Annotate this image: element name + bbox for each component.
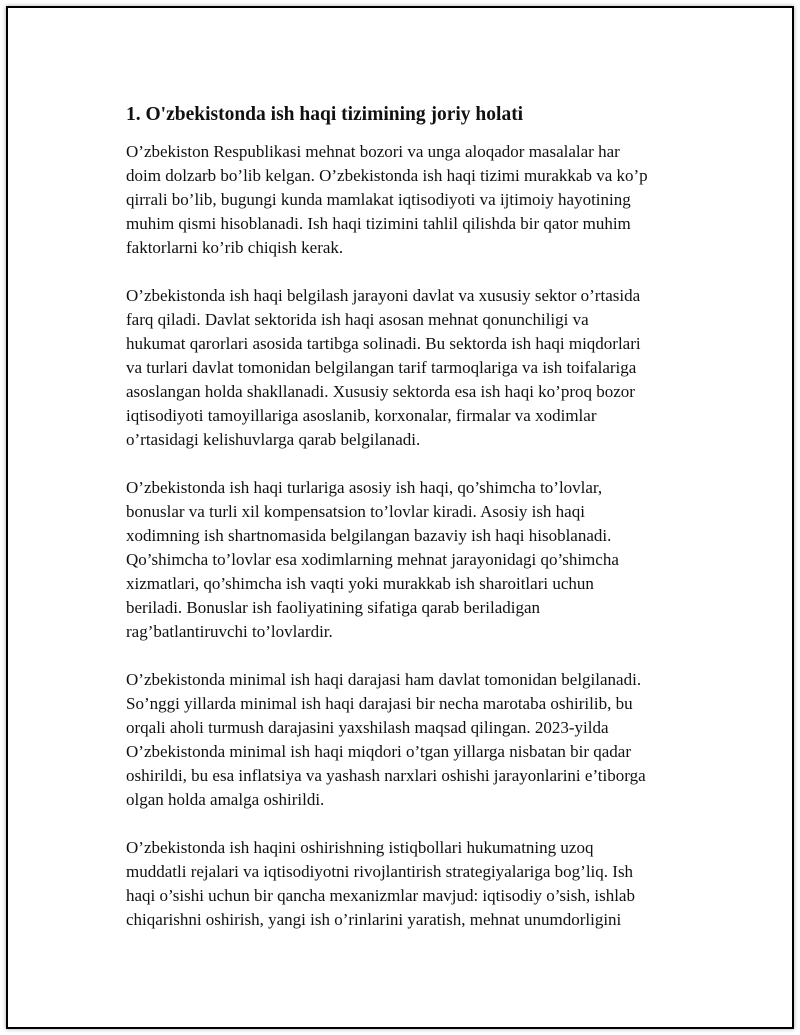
text-line: oshirildi, bu esa inflatsiya va yashash narxlari oshishi jarayonlarini e’tiborga bbox=[126, 766, 646, 785]
text-line: So’nggi yillarda minimal ish haqi darajasi bir necha marotaba oshirilib, bu bbox=[126, 694, 633, 713]
text-line: asoslangan holda shakllanadi. Xususiy sektorda esa ish haqi ko’proq bozor bbox=[126, 382, 635, 401]
section-heading: 1. O'zbekistonda ish haqi tizimining joriy holati bbox=[126, 104, 524, 125]
text-line: Qo’shimcha to’lovlar esa xodimlarning mehnat jarayonidagi qo’shimcha bbox=[126, 550, 619, 569]
paragraph-4 bbox=[126, 668, 696, 812]
text-line: O’zbekistonda ish haqini oshirishning istiqbollari hukumatning uzoq bbox=[126, 838, 594, 857]
text-line: orqali aholi turmush darajasini yaxshilash maqsad qilingan. 2023-yilda bbox=[126, 718, 609, 737]
text-line: o’rtasidagi kelishuvlarga qarab belgilanadi. bbox=[126, 430, 421, 449]
text-line: O’zbekistonda minimal ish haqi darajasi ham davlat tomonidan belgilanadi. bbox=[126, 670, 642, 689]
page bbox=[6, 6, 794, 1029]
paragraph-1 bbox=[126, 140, 696, 260]
text-line: iqtisodiyoti tamoyillariga asoslanib, korxonalar, firmalar va xodimlar bbox=[126, 406, 597, 425]
text-line: O’zbekistonda ish haqi turlariga asosiy ish haqi, qo’shimcha to’lovlar, bbox=[126, 478, 603, 497]
text-line: O’zbekistonda minimal ish haqi miqdori o’tgan yillarga nisbatan bir qadar bbox=[126, 742, 632, 761]
text-line: faktorlarni ko’rib chiqish kerak. bbox=[126, 238, 344, 257]
text-line: bonuslar va turli xil kompensatsion to’lovlar kiradi. Asosiy ish haqi bbox=[126, 502, 585, 521]
text-line: chiqarishni oshirish, yangi ish o’rinlarini yaratish, mehnat unumdorligini bbox=[126, 910, 622, 929]
paragraph-2 bbox=[126, 284, 696, 452]
text-line: xodimning ish shartnomasida belgilangan bazaviy ish haqi hisoblanadi. bbox=[126, 526, 612, 545]
text-line: va turlari davlat tomonidan belgilangan tarif tarmoqlariga va ish toifalariga bbox=[126, 358, 637, 377]
text-line: haqi o’sishi uchun bir qancha mexanizmlar mavjud: iqtisodiy o’sish, ishlab bbox=[126, 886, 635, 905]
paragraph-5 bbox=[126, 836, 696, 932]
text-line: rag’batlantiruvchi to’lovlardir. bbox=[126, 622, 333, 641]
text-line: muddatli rejalari va iqtisodiyotni rivojlantirish strategiyalariga bog’liq. Ish bbox=[126, 862, 634, 881]
text-line: O’zbekiston Respublikasi mehnat bozori va unga aloqador masalalar har bbox=[126, 142, 620, 161]
text-line: hukumat qarorlari asosida tartibga solinadi. Bu sektorda ish haqi miqdorlari bbox=[126, 334, 641, 353]
text-line: qirrali bo’lib, bugungi kunda mamlakat iqtisodiyoti va ijtimoiy hayotining bbox=[126, 190, 631, 209]
text-line: muhim qismi hisoblanadi. Ish haqi tizimini tahlil qilishda bir qator muhim bbox=[126, 214, 631, 233]
document-body bbox=[126, 104, 696, 956]
paragraph-3 bbox=[126, 476, 696, 644]
text-line: olgan holda amalga oshirildi. bbox=[126, 790, 325, 809]
text-line: doim dolzarb bo’lib kelgan. O’zbekistonda ish haqi tizimi murakkab va ko’p bbox=[126, 166, 648, 185]
text-line: O’zbekistonda ish haqi belgilash jarayoni davlat va xususiy sektor o’rtasida bbox=[126, 286, 641, 305]
text-line: beriladi. Bonuslar ish faoliyatining sifatiga qarab beriladigan bbox=[126, 598, 541, 617]
text-line: xizmatlari, qo’shimcha ish vaqti yoki murakkab ish sharoitlari uchun bbox=[126, 574, 594, 593]
text-line: farq qiladi. Davlat sektorida ish haqi asosan mehnat qonunchiligi va bbox=[126, 310, 589, 329]
